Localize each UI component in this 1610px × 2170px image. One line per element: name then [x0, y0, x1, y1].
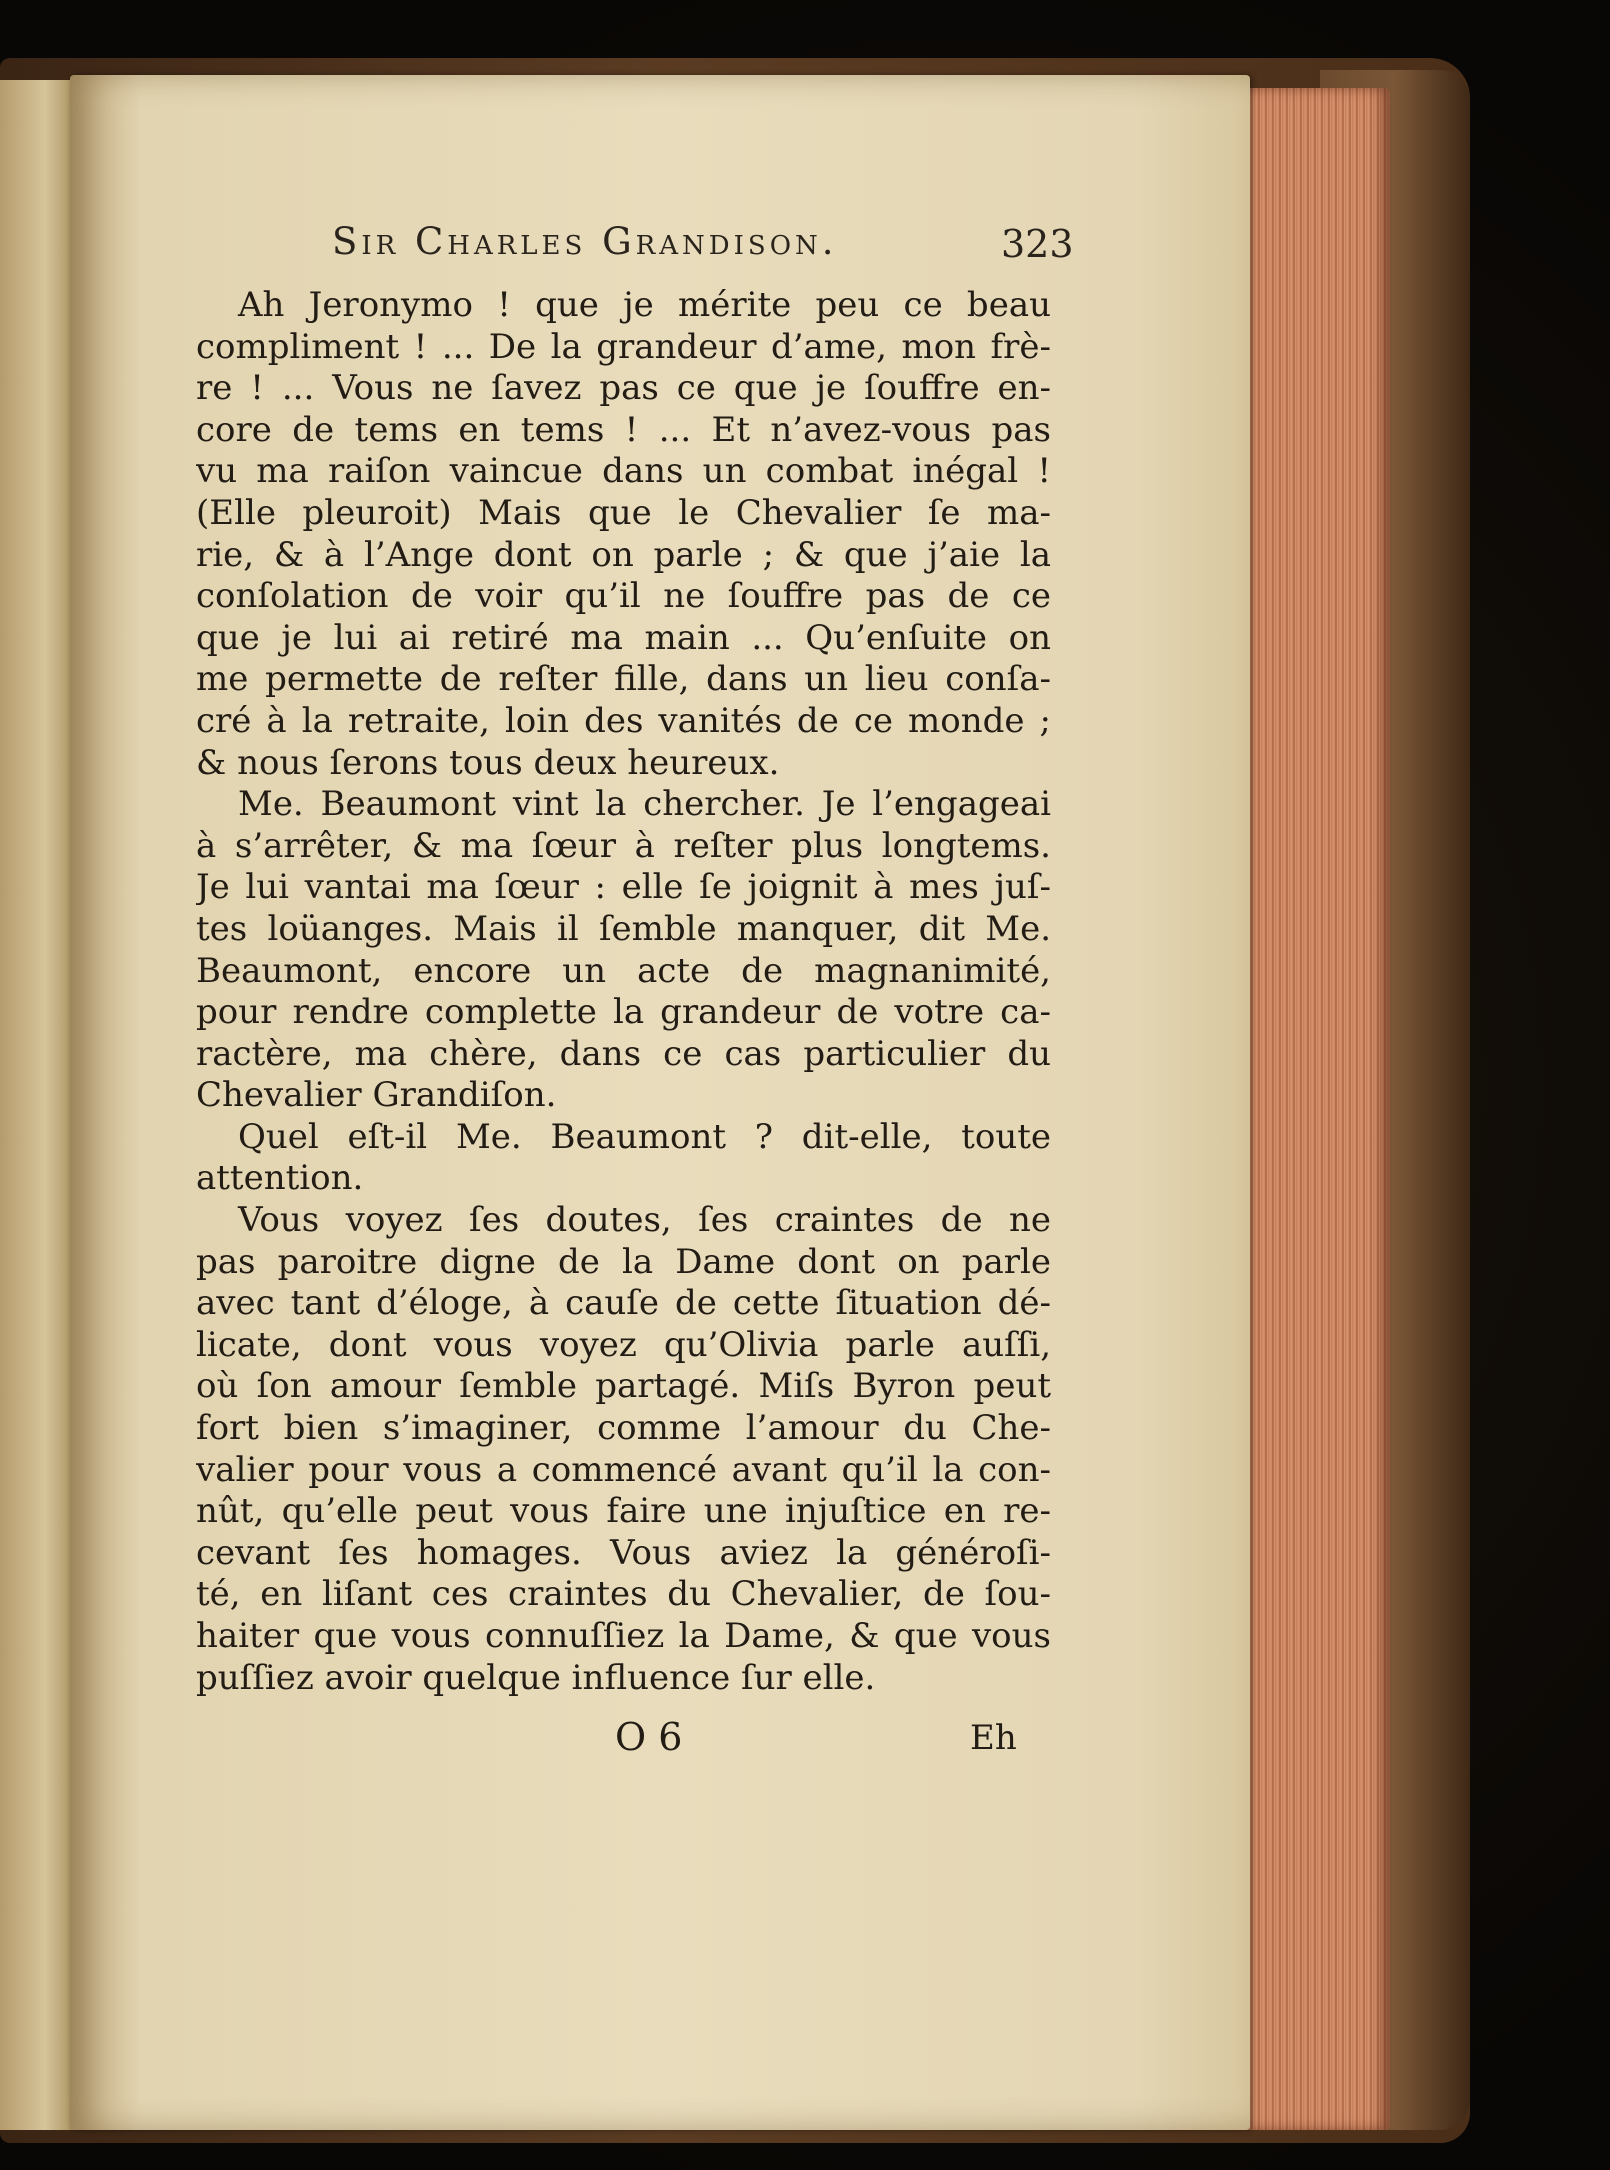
text-line: que je lui ai retiré ma main ... Qu’enſuite on: [196, 617, 1051, 658]
text-line: avec tant d’éloge, à cauſe de cette ſituation dé-: [196, 1283, 1051, 1324]
text-line: puſſiez avoir quelque influence ſur elle.: [196, 1657, 876, 1698]
text-line: compliment ! ... De la grandeur d’ame, mon frè-: [196, 326, 1051, 367]
text-line: té, en liſant ces craintes du Chevalier, de ſou-: [196, 1574, 1051, 1615]
text-line: cevant ſes homages. Vous aviez la généroſi-: [196, 1532, 1051, 1573]
text-line: & nous ſerons tous deux heureux.: [196, 742, 780, 783]
text-line: tes loüanges. Mais il ſemble manquer, dit Me.: [196, 908, 1051, 949]
signature-mark: O 6: [615, 1715, 683, 1759]
running-title: Sir Charles Grandison.: [332, 220, 838, 263]
text-line: Quel eſt-il Me. Beaumont ? dit-elle, toute: [238, 1116, 1051, 1157]
text-line: Vous voyez ſes doutes, ſes craintes de ne: [238, 1200, 1051, 1241]
text-line: pour rendre complette la grandeur de votre ca-: [196, 992, 1051, 1033]
catchword: Eh: [970, 1718, 1017, 1758]
text-line: Je lui vantai ma ſœur : elle ſe joignit à mes juſ-: [196, 867, 1051, 908]
text-line: où ſon amour ſemble partagé. Miſs Byron peut: [196, 1366, 1051, 1407]
body-text: [196, 285, 1051, 1699]
text-line: licate, dont vous voyez qu’Olivia parle auſſi,: [196, 1324, 1051, 1365]
text-line: fort bien s’imaginer, comme l’amour du Che-: [196, 1408, 1051, 1449]
text-line: vu ma raiſon vaincue dans un combat inégal !: [196, 451, 1051, 492]
text-line: valier pour vous a commencé avant qu’il la con-: [196, 1449, 1051, 1490]
text-line: me permette de reſter fille, dans un lieu conſa-: [196, 659, 1051, 700]
text-line: Chevalier Grandiſon.: [196, 1075, 557, 1116]
text-line: nût, qu’elle peut vous faire une injuſtice en re-: [196, 1491, 1051, 1532]
text-line: cré à la retraite, loin des vanités de ce monde ;: [196, 700, 1051, 741]
text-line: Beaumont, encore un acte de magnanimité,: [196, 950, 1051, 991]
page-number: 323: [1001, 222, 1074, 266]
text-line: (Elle pleuroit) Mais que le Chevalier ſe ma-: [196, 492, 1051, 533]
text-line: conſolation de voir qu’il ne ſouffre pas de ce: [196, 576, 1051, 617]
text-line: ractère, ma chère, dans ce cas particulier du: [196, 1033, 1051, 1074]
text-line: attention.: [196, 1158, 364, 1199]
text-line: Ah Jeronymo ! que je mérite peu ce beau: [238, 285, 1051, 325]
text-line: Me. Beaumont vint la chercher. Je l’engageai: [238, 784, 1051, 825]
text-line: à s’arrêter, & ma ſœur à reſter plus longtems.: [196, 825, 1051, 866]
text-line: pas paroitre digne de la Dame dont on parle: [196, 1241, 1051, 1282]
text-line: rie, & à l’Ange dont on parle ; & que j’aie la: [196, 534, 1051, 575]
red-page-edges: [1240, 88, 1390, 2130]
text-line: haiter que vous connuſſiez la Dame, & que vous: [196, 1616, 1051, 1656]
text-line: re ! ... Vous ne ſavez pas ce que je ſouffre en-: [196, 368, 1051, 409]
text-line: core de tems en tems ! ... Et n’avez-vous pas: [196, 409, 1051, 450]
left-page-edge: [0, 80, 75, 2130]
